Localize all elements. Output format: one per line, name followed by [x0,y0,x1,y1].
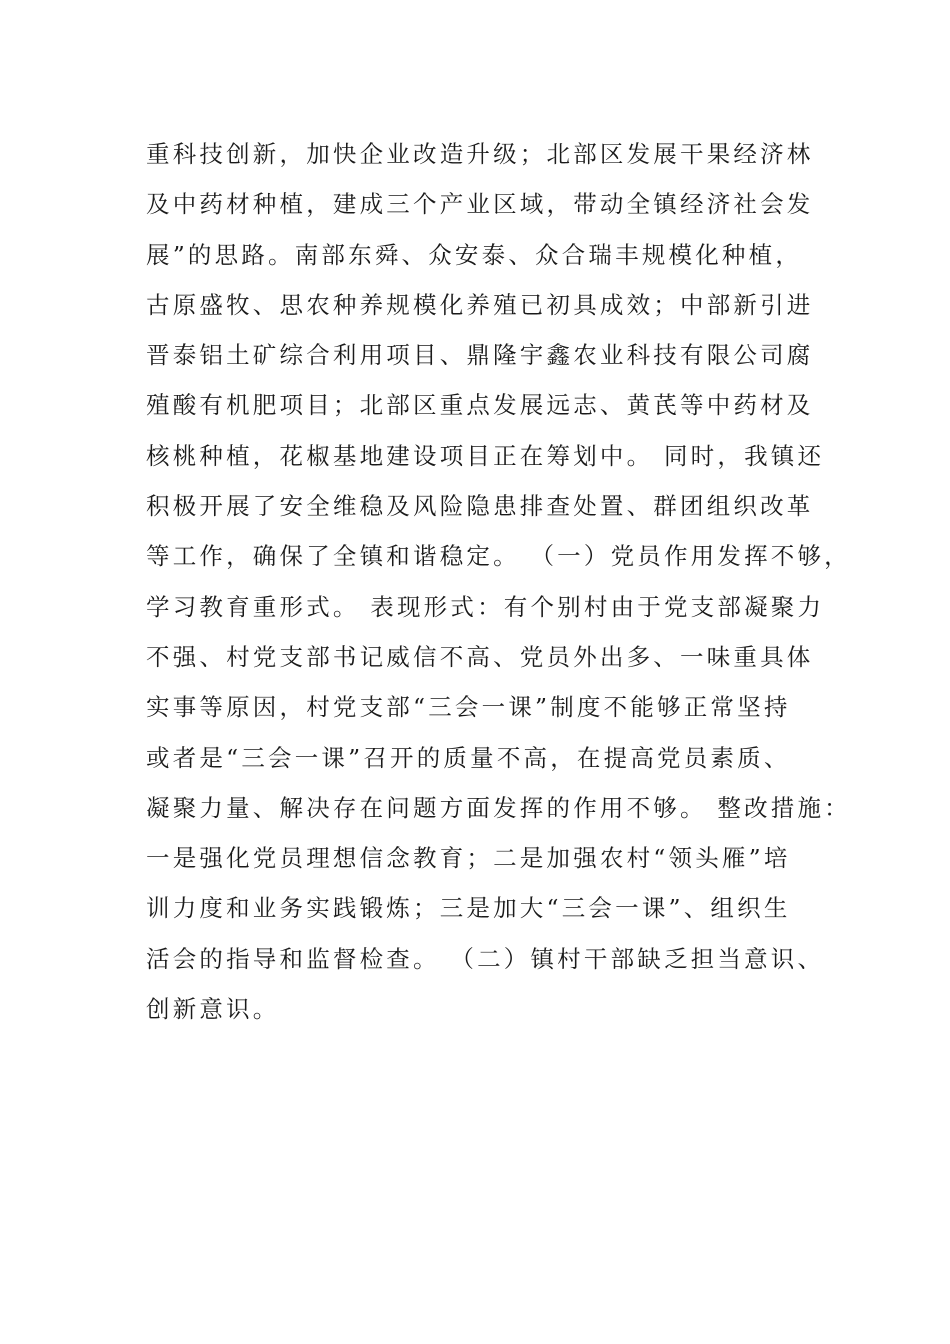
text-line: 学习教育重形式。 表现形式：有个别村由于党支部凝聚力 [146,592,825,621]
text-line: 创新意识。 [146,995,280,1024]
text-line: 一是强化党员理想信念教育；二是加强农村“领头雁”培 [146,844,791,873]
text-line: 重科技创新，加快企业改造升级；北部区发展干果经济林 [146,140,814,168]
text-line: 积极开展了安全维稳及风险隐患排查处置、群团组织改革 [146,492,814,521]
text-line: 或者是“三会一课”召开的质量不高，在提高党员素质、 [146,743,791,772]
text-line: 训力度和业务实践锻炼；三是加大“三会一课”、组织生 [146,894,791,923]
text-line: 凝聚力量、解决存在问题方面发挥的作用不够。 整改措施： [146,793,851,822]
text-line: 古原盛牧、思农种养规模化养殖已初具成效；中部新引进 [146,290,814,319]
text-line: 展”的思路。南部东舜、众安泰、众合瑞丰规模化种植， [146,240,803,269]
text-line: 及中药材种植，建成三个产业区域，带动全镇经济社会发 [146,190,814,219]
text-line: 实事等原因，村党支部“三会一课”制度不能够正常坚持 [146,693,791,722]
text-line: 殖酸有机肥项目；北部区重点发展远志、黄芪等中药材及 [146,391,814,420]
text-line: 活会的指导和监督检查。 （二）镇村干部缺乏担当意识、 [146,944,825,973]
text-line: 晋泰铝土矿综合利用项目、鼎隆宇鑫农业科技有限公司腐 [146,341,814,370]
body-text [146,129,851,1034]
text-line: 不强、村党支部书记威信不高、党员外出多、一味重具体 [146,642,814,671]
text-line: 核桃种植，花椒基地建设项目正在筹划中。 同时，我镇还 [146,441,825,470]
text-line: 等工作，确保了全镇和谐稳定。 （一）党员作用发挥不够， [146,542,851,571]
